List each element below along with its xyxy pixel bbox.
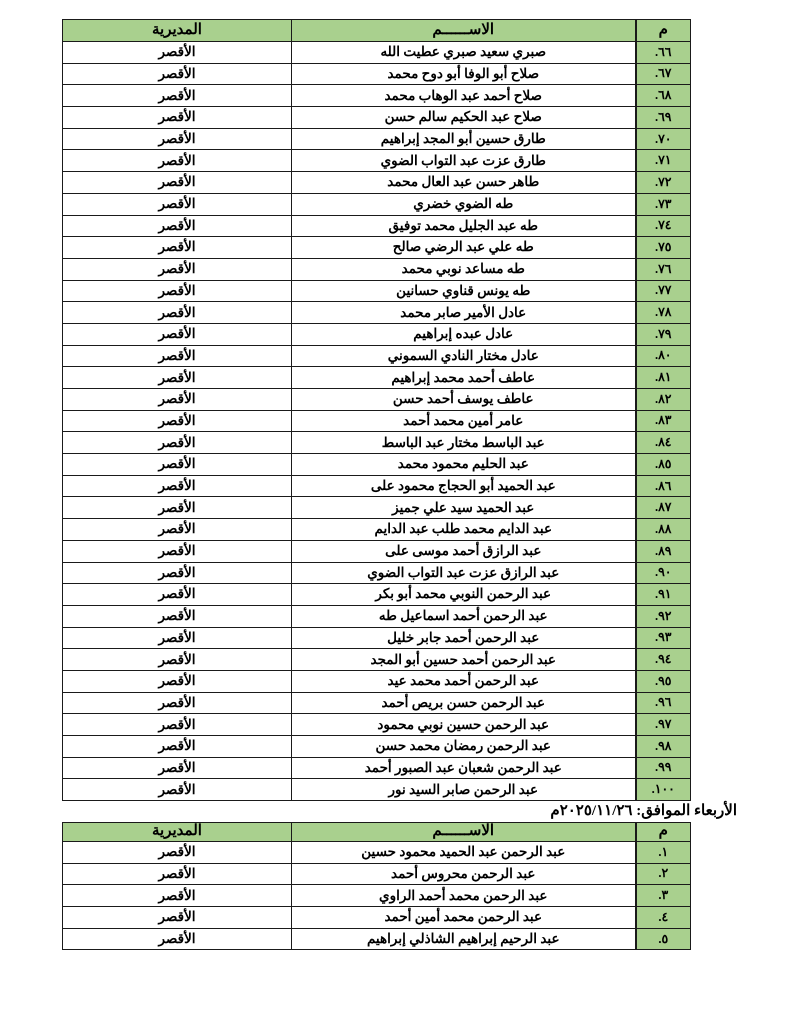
row-number-cell: ٩٩. — [636, 757, 691, 779]
directorate-cell: الأقصر — [63, 107, 292, 129]
directorate-cell: الأقصر — [63, 410, 292, 432]
table-row — [63, 432, 691, 454]
name-cell: طارق حسين أبو المجد إبراهيم — [292, 128, 636, 150]
row-number-cell: ٨٥. — [636, 454, 691, 476]
table-row — [63, 107, 691, 129]
table-row — [63, 258, 691, 280]
row-number-cell: ٨٩. — [636, 540, 691, 562]
directorate-cell: الأقصر — [63, 345, 292, 367]
table-row — [63, 757, 691, 779]
directorate-cell: الأقصر — [63, 863, 292, 885]
table-row — [63, 907, 691, 929]
name-cell: عبد الرازق عزت عبد التواب الضوي — [292, 562, 636, 584]
table-row — [63, 863, 691, 885]
table-row — [63, 85, 691, 107]
directorate-cell: الأقصر — [63, 237, 292, 259]
directorate-cell: الأقصر — [63, 627, 292, 649]
directorate-cell: الأقصر — [63, 907, 292, 929]
row-number-cell: ٨٧. — [636, 497, 691, 519]
table-row — [63, 736, 691, 758]
directorate-cell: الأقصر — [63, 757, 292, 779]
directorate-cell: الأقصر — [63, 497, 292, 519]
row-number-cell: ٧٦. — [636, 258, 691, 280]
name-cell: طه علي عبد الرضي صالح — [292, 237, 636, 259]
row-number-cell: ٦٩. — [636, 107, 691, 129]
name-cell: عامر أمين محمد أحمد — [292, 410, 636, 432]
directorate-cell: الأقصر — [63, 584, 292, 606]
table-row — [63, 42, 691, 64]
column-header-directorate: المديرية — [63, 823, 292, 842]
name-cell: عبد الرحمن صابر السيد نور — [292, 779, 636, 801]
directorate-cell: الأقصر — [63, 519, 292, 541]
row-number-cell: ٤. — [636, 907, 691, 929]
row-number-cell: ٨٢. — [636, 389, 691, 411]
roster-table-66-100 — [62, 19, 691, 801]
row-number-cell: ٧٧. — [636, 280, 691, 302]
row-number-cell: ٨٤. — [636, 432, 691, 454]
row-number-cell: ٨٣. — [636, 410, 691, 432]
table-row — [63, 605, 691, 627]
row-number-cell: ٩٣. — [636, 627, 691, 649]
directorate-cell: الأقصر — [63, 367, 292, 389]
row-number-cell: ٦٨. — [636, 85, 691, 107]
table-row — [63, 692, 691, 714]
name-cell: عبد الرحمن محروس أحمد — [292, 863, 636, 885]
directorate-cell: الأقصر — [63, 172, 292, 194]
date-line: الأربعاء الموافق: ٢٠٢٥/١١/٢٦م — [550, 803, 737, 819]
name-cell: صلاح أحمد عبد الوهاب محمد — [292, 85, 636, 107]
directorate-cell: الأقصر — [63, 85, 292, 107]
table-row — [63, 454, 691, 476]
row-number-cell: ٥. — [636, 928, 691, 950]
directorate-cell: الأقصر — [63, 280, 292, 302]
name-cell: عبد الرحيم إبراهيم الشاذلي إبراهيم — [292, 928, 636, 950]
row-number-cell: ٨٨. — [636, 519, 691, 541]
row-number-cell: ٧٨. — [636, 302, 691, 324]
row-number-cell: ٧٥. — [636, 237, 691, 259]
column-header-number: م — [636, 823, 691, 842]
column-header-number: م — [636, 20, 691, 42]
name-cell: عادل مختار النادي السموني — [292, 345, 636, 367]
table-row — [63, 215, 691, 237]
directorate-cell: الأقصر — [63, 649, 292, 671]
row-number-cell: ٧١. — [636, 150, 691, 172]
name-cell: عبد الرحمن حسين نوبي محمود — [292, 714, 636, 736]
table-row — [63, 928, 691, 950]
name-cell: عبد الرحمن أحمد جابر خليل — [292, 627, 636, 649]
row-number-cell: ٩٤. — [636, 649, 691, 671]
table-row — [63, 63, 691, 85]
table-row — [63, 193, 691, 215]
table-row — [63, 540, 691, 562]
row-number-cell: ٦٦. — [636, 42, 691, 64]
row-number-cell: ٨٦. — [636, 475, 691, 497]
directorate-cell: الأقصر — [63, 63, 292, 85]
directorate-cell: الأقصر — [63, 323, 292, 345]
table-row — [63, 885, 691, 907]
table-row — [63, 649, 691, 671]
header-row — [63, 20, 691, 42]
table-row — [63, 497, 691, 519]
name-cell: صبري سعيد صبري عطيت الله — [292, 42, 636, 64]
directorate-cell: الأقصر — [63, 670, 292, 692]
name-cell: عبد الرحمن أحمد محمد عيد — [292, 670, 636, 692]
roster-table-1-5 — [62, 822, 691, 950]
row-number-cell: ٢. — [636, 863, 691, 885]
directorate-cell: الأقصر — [63, 432, 292, 454]
column-header-name: الاســــــم — [292, 823, 636, 842]
directorate-cell: الأقصر — [63, 475, 292, 497]
table-row — [63, 389, 691, 411]
name-cell: عبد الدايم محمد طلب عبد الدايم — [292, 519, 636, 541]
row-number-cell: ١. — [636, 842, 691, 864]
directorate-cell: الأقصر — [63, 454, 292, 476]
directorate-cell: الأقصر — [63, 562, 292, 584]
name-cell: عادل الأمير صابر محمد — [292, 302, 636, 324]
directorate-cell: الأقصر — [63, 928, 292, 950]
name-cell: عبد الرحمن شعبان عبد الصبور أحمد — [292, 757, 636, 779]
name-cell: عبد الرحمن النوبي محمد أبو بكر — [292, 584, 636, 606]
name-cell: عاطف أحمد محمد إبراهيم — [292, 367, 636, 389]
name-cell: عادل عبده إبراهيم — [292, 323, 636, 345]
table-row — [63, 584, 691, 606]
table-row — [63, 302, 691, 324]
row-number-cell: ٦٧. — [636, 63, 691, 85]
table-row — [63, 842, 691, 864]
row-number-cell: ٩٨. — [636, 736, 691, 758]
table-row — [63, 410, 691, 432]
row-number-cell: ٧٤. — [636, 215, 691, 237]
row-number-cell: ٩٦. — [636, 692, 691, 714]
directorate-cell: الأقصر — [63, 605, 292, 627]
name-cell: طاهر حسن عبد العال محمد — [292, 172, 636, 194]
table-row — [63, 367, 691, 389]
directorate-cell: الأقصر — [63, 193, 292, 215]
table-row — [63, 779, 691, 801]
row-number-cell: ٩٠. — [636, 562, 691, 584]
name-cell: طه الضوي خضري — [292, 193, 636, 215]
directorate-cell: الأقصر — [63, 128, 292, 150]
directorate-cell: الأقصر — [63, 692, 292, 714]
name-cell: عبد الرحمن أحمد حسين أبو المجد — [292, 649, 636, 671]
directorate-cell: الأقصر — [63, 779, 292, 801]
table-row — [63, 345, 691, 367]
table-row — [63, 714, 691, 736]
directorate-cell: الأقصر — [63, 540, 292, 562]
table-row — [63, 562, 691, 584]
row-number-cell: ٨١. — [636, 367, 691, 389]
directorate-cell: الأقصر — [63, 302, 292, 324]
table-row — [63, 128, 691, 150]
column-header-directorate: المديرية — [63, 20, 292, 42]
directorate-cell: الأقصر — [63, 714, 292, 736]
directorate-cell: الأقصر — [63, 885, 292, 907]
directorate-cell: الأقصر — [63, 842, 292, 864]
row-number-cell: ٧٠. — [636, 128, 691, 150]
table-row — [63, 280, 691, 302]
row-number-cell: ٨٠. — [636, 345, 691, 367]
header-row — [63, 823, 691, 842]
name-cell: عبد الرحمن محمد أحمد الراوي — [292, 885, 636, 907]
name-cell: طارق عزت عبد التواب الضوي — [292, 150, 636, 172]
name-cell: عبد الرحمن محمد أمين أحمد — [292, 907, 636, 929]
table-row — [63, 150, 691, 172]
row-number-cell: ٩٢. — [636, 605, 691, 627]
name-cell: طه يونس قناوي حسانين — [292, 280, 636, 302]
table-row — [63, 627, 691, 649]
row-number-cell: ٧٣. — [636, 193, 691, 215]
name-cell: عبد الحميد أبو الحجاج محمود على — [292, 475, 636, 497]
row-number-cell: ٧٩. — [636, 323, 691, 345]
row-number-cell: ٧٢. — [636, 172, 691, 194]
table-row — [63, 670, 691, 692]
directorate-cell: الأقصر — [63, 736, 292, 758]
name-cell: عاطف يوسف أحمد حسن — [292, 389, 636, 411]
name-cell: طه مساعد نوبي محمد — [292, 258, 636, 280]
name-cell: عبد الرحمن أحمد اسماعيل طه — [292, 605, 636, 627]
name-cell: عبد الرحمن عبد الحميد محمود حسين — [292, 842, 636, 864]
table-row — [63, 237, 691, 259]
directorate-cell: الأقصر — [63, 42, 292, 64]
name-cell: صلاح أبو الوفا أبو دوح محمد — [292, 63, 636, 85]
directorate-cell: الأقصر — [63, 258, 292, 280]
table-row — [63, 475, 691, 497]
table-row — [63, 323, 691, 345]
row-number-cell: ٩٧. — [636, 714, 691, 736]
directorate-cell: الأقصر — [63, 150, 292, 172]
name-cell: عبد الرحمن رمضان محمد حسن — [292, 736, 636, 758]
table-row — [63, 519, 691, 541]
name-cell: صلاح عبد الحكيم سالم حسن — [292, 107, 636, 129]
row-number-cell: ٩١. — [636, 584, 691, 606]
directorate-cell: الأقصر — [63, 389, 292, 411]
name-cell: عبد الرازق أحمد موسى على — [292, 540, 636, 562]
row-number-cell: ٣. — [636, 885, 691, 907]
row-number-cell: ٩٥. — [636, 670, 691, 692]
row-number-cell: ١٠٠. — [636, 779, 691, 801]
name-cell: عبد الحميد سيد علي جميز — [292, 497, 636, 519]
name-cell: عبد الرحمن حسن بريص أحمد — [292, 692, 636, 714]
column-header-name: الاســــــم — [292, 20, 636, 42]
directorate-cell: الأقصر — [63, 215, 292, 237]
name-cell: عبد الحليم محمود محمد — [292, 454, 636, 476]
name-cell: طه عبد الجليل محمد توفيق — [292, 215, 636, 237]
table-row — [63, 172, 691, 194]
name-cell: عبد الباسط مختار عبد الباسط — [292, 432, 636, 454]
